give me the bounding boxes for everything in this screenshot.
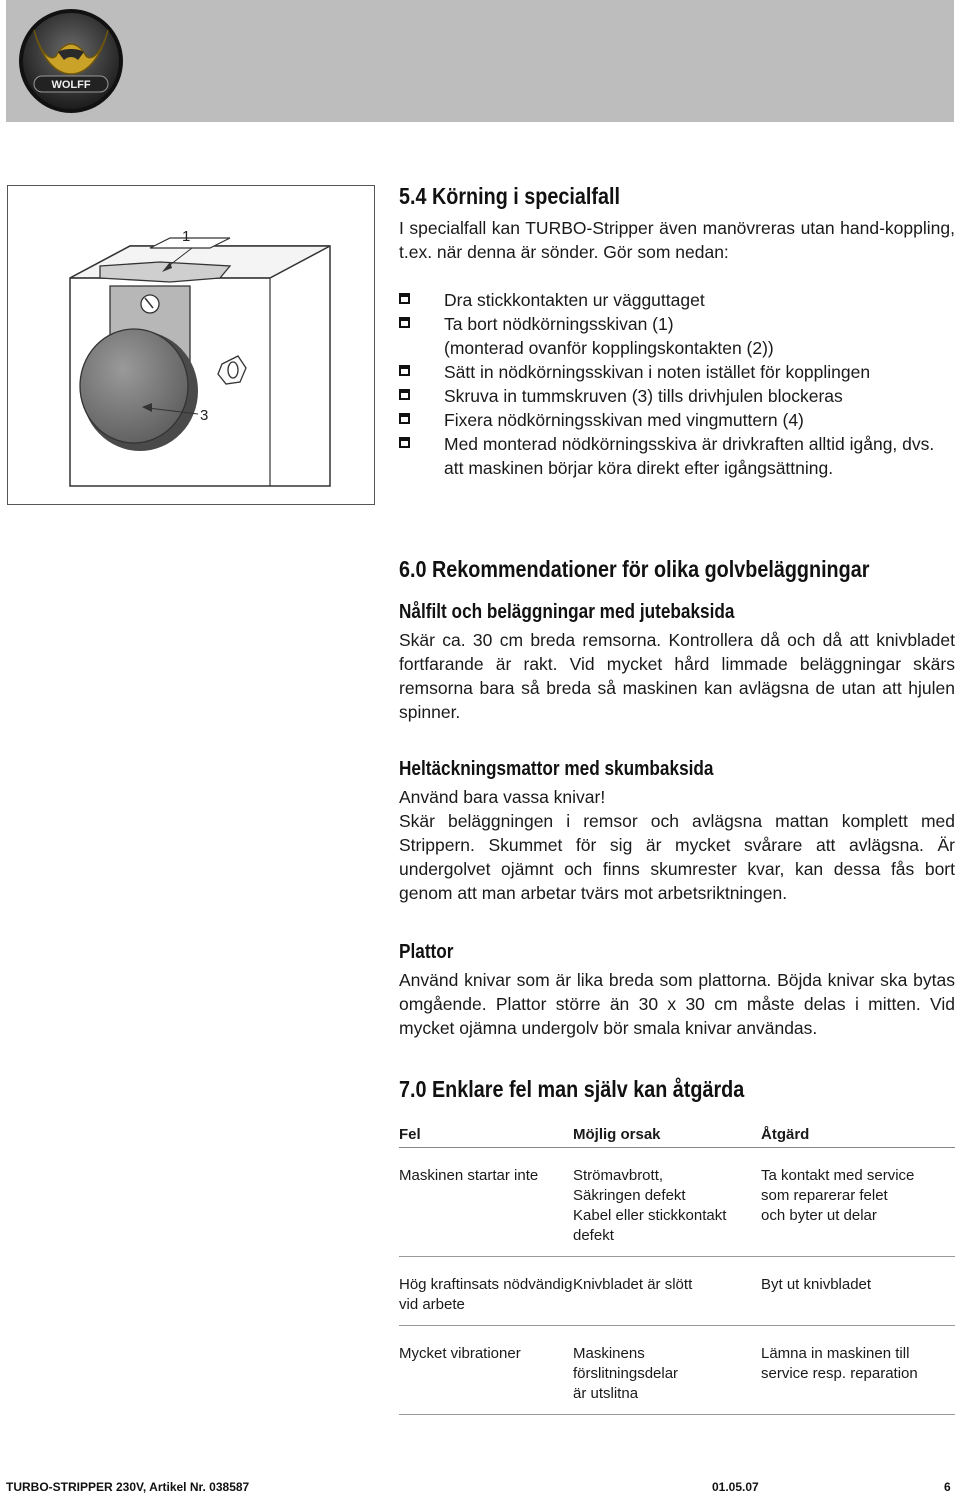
cell-atgard: Byt ut knivbladet — [761, 1257, 955, 1326]
figure-label-1: 1 — [182, 228, 191, 245]
table-row — [399, 1326, 955, 1415]
step-note: (monterad ovanför kopplingskontakten (2)) — [444, 338, 774, 358]
cell-fel: Maskinen startar inte — [399, 1148, 573, 1257]
table-row — [399, 1148, 955, 1257]
section-title: 6.0 Rekommendationer för olika golvbeläggningar — [399, 556, 870, 582]
subsection-text: Skär ca. 30 cm breda remsorna. Kontrollera då och då att knivbladet fortfarande är rakt. Vid mycket hård limmade beläggningar skärs remsorna bara så breda så maskinen kan avlägsna de utan att hjulen spinner. — [399, 630, 955, 722]
subsection-text: Använd bara vassa knivar! — [399, 787, 606, 807]
cell-orsak: Strömavbrott, Säkringen defekt Kabel eller stickkontakt defekt — [573, 1148, 761, 1257]
subsection-title: Nålfilt och beläggningar med jutebaksida — [399, 601, 735, 623]
step-list — [399, 288, 955, 480]
list-item: Ta bort nödkörningsskivan (1) (monterad ovanför kopplingskontakten (2)) — [399, 312, 955, 360]
troubleshooting-table — [399, 1115, 955, 1415]
section-6-0 — [399, 556, 955, 1040]
list-item: Skruva in tummskruven (3) tills drivhjulen blockeras — [399, 384, 955, 408]
checkbox-icon — [399, 365, 410, 376]
cell-fel: Mycket vibrationer — [399, 1326, 573, 1415]
cell-orsak: Knivbladet är slött — [573, 1257, 761, 1326]
list-item: Med monterad nödkörningsskiva är drivkraften alltid igång, dvs. att maskinen börjar köra direkt efter igångsättning. — [399, 432, 955, 480]
section-intro: I specialfall kan TURBO-Stripper även manövreras utan hand-koppling, t.ex. när denna är sönder. Gör som nedan: — [399, 218, 955, 262]
logo-text: WOLFF — [51, 79, 91, 91]
checkbox-icon — [399, 317, 410, 328]
subsection-text: Skär beläggningen i remsor och avlägsna mattan komplett med Strippern. Skummet för sig är mycket svårare att avlägsna. Är undergolvet ojämnt och finns skumrester kvar, kan dessa fås bort genom att man arbetar tvärs mot arbetsriktningen. — [399, 811, 955, 903]
header-band — [6, 0, 954, 122]
wolff-logo — [16, 8, 126, 114]
subsection-title: Plattor — [399, 941, 454, 963]
section-5-4 — [399, 183, 955, 480]
column-header: Fel — [399, 1115, 573, 1148]
subsection-title: Heltäckningsmattor med skumbaksida — [399, 758, 714, 780]
checkbox-icon — [399, 293, 410, 304]
checkbox-icon — [399, 389, 410, 400]
cell-atgard: Lämna in maskinen till service resp. reparation — [761, 1326, 955, 1415]
list-item: Fixera nödkörningsskivan med vingmuttern (4) — [399, 408, 955, 432]
cell-fel: Hög kraftinsats nödvändig vid arbete — [399, 1257, 573, 1326]
cell-orsak: Maskinens förslitningsdelar är utslitna — [573, 1326, 761, 1415]
column-header: Åtgärd — [761, 1115, 955, 1148]
checkbox-icon — [399, 413, 410, 424]
checkbox-icon — [399, 437, 410, 448]
section-title: 5.4 Körning i specialfall — [399, 183, 620, 209]
page-number: 6 — [944, 1480, 951, 1494]
table-row — [399, 1257, 955, 1326]
list-item: Sätt in nödkörningsskivan i noten istället för kopplingen — [399, 360, 955, 384]
list-item: Dra stickkontakten ur vägguttaget — [399, 288, 955, 312]
cell-atgard: Ta kontakt med service som reparerar felet och byter ut delar — [761, 1148, 955, 1257]
footer-product: TURBO-STRIPPER 230V, Artikel Nr. 038587 — [6, 1480, 250, 1494]
table-header-row — [399, 1115, 955, 1148]
coupling-illustration — [7, 185, 375, 505]
subsection-text: Använd knivar som är lika breda som plattorna. Böjda knivar ska bytas omgående. Plattor större än 30 x 30 cm måste delas i mitten. Vid mycket ojämna undergolv bör smala knivar användas. — [399, 970, 955, 1038]
footer-date: 01.05.07 — [712, 1480, 759, 1494]
column-header: Möjlig orsak — [573, 1115, 761, 1148]
section-title: 7.0 Enklare fel man själv kan åtgärda — [399, 1076, 745, 1102]
section-7-0 — [399, 1076, 955, 1415]
figure-label-3: 3 — [200, 407, 209, 424]
